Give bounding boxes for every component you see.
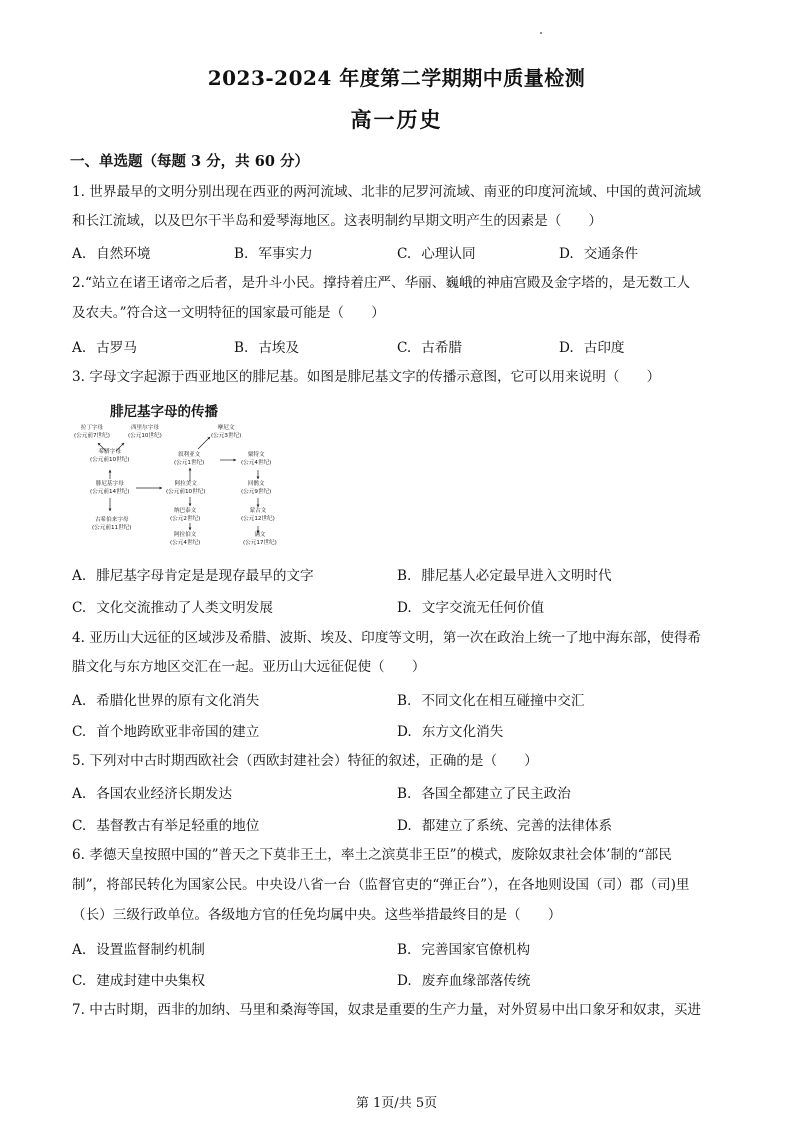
- node-syriac: 叙利亚文 (公元1世纪): [174, 452, 205, 466]
- q6-line-3: （长）三级行政单位。各级地方官的任免均属中央。这些举措最终目的是（ ）: [72, 907, 562, 923]
- q3-option-c[interactable]: C. 文化交流推动了人类文明发展: [72, 600, 273, 616]
- q4-option-d[interactable]: D. 东方文化消失: [397, 724, 504, 740]
- q3-option-a[interactable]: A. 腓尼基字母肯定是是现存最早的文字: [72, 568, 314, 584]
- scan-dot: [540, 32, 542, 34]
- node-cyrillic: 西里尔字母 (公元10世纪): [128, 425, 162, 439]
- q4-option-c[interactable]: C. 首个地跨欧亚非帝国的建立: [72, 724, 260, 740]
- q5-option-d[interactable]: D. 都建立了系统、完善的法律体系: [397, 818, 613, 834]
- q6-line-1: 6. 孝德天皇按照中国的”普天之下莫非王土，率土之滨莫非王臣”的模式，废除奴隶社会体’制的“部民: [72, 847, 672, 863]
- q5-option-b[interactable]: B. 各国全都建立了民主政治: [397, 786, 571, 802]
- node-greek: 希腊字母 (公元前10世纪): [90, 449, 130, 463]
- q2-option-d[interactable]: D. 古印度: [559, 340, 625, 356]
- node-manichaean: 摩尼文 (公元3世纪): [211, 425, 242, 439]
- q6-line-2: 制”，将部民转化为国家公民。中央设八省一台（监督官吏的“弹正台”），在各地则设国（司）郡（司)里: [72, 877, 690, 893]
- q1-option-d[interactable]: D. 交通条件: [559, 246, 639, 262]
- q6-option-b[interactable]: B. 完善国家官僚机构: [397, 942, 531, 958]
- q4-option-b[interactable]: B. 不同文化在相互碰撞中交汇: [397, 693, 585, 709]
- q1-line-2: 和长江流域，以及巴尔干半岛和爱琴海地区。这表明制约早期文明产生的因素是（ ）: [72, 213, 603, 229]
- node-mongol: 蒙古文 (公元12世纪): [241, 508, 275, 522]
- q2-line-1: 2.“站立在诸王诸帝之后者，是升斗小民。撑持着庄严、华丽、巍峨的神庙宫殿及金字塔的，是无数工人: [72, 275, 691, 291]
- node-uyghur: 回鹘文 (公元9世纪): [241, 481, 272, 495]
- q1-line-1: 1. 世界最早的文明分别出现在西亚的两河流域、北非的尼罗河流域、南亚的印度河流域、中国的黄河流域: [72, 184, 702, 200]
- node-manchu: 满文 (公元17世纪): [243, 532, 277, 546]
- q1-option-c[interactable]: C. 心理认同: [397, 246, 476, 262]
- page-footer: 第 1页/共 5页: [355, 1096, 438, 1111]
- section-heading: 一、单选题（每题 3 分，共 60 分）: [70, 153, 309, 170]
- q6-option-c[interactable]: C. 建成封建中央集权: [72, 973, 205, 989]
- q1-option-b[interactable]: B. 军事实力: [234, 246, 313, 262]
- q2-option-a[interactable]: A. 古罗马: [72, 340, 137, 356]
- q5-line-1: 5. 下列对中古时期西欧社会（西欧封建社会）特征的叙述，正确的是（ ）: [72, 753, 538, 769]
- node-aramaic: 阿拉美文 (公元前10世纪): [166, 481, 206, 495]
- q6-option-a[interactable]: A. 设置监督制约机制: [72, 942, 205, 958]
- q2-line-2: 及农夫。”符合这一文明特征的国家最可能是（ ）: [72, 305, 385, 321]
- diagram-title: 腓尼基字母的传播: [110, 404, 218, 420]
- q7-line-1: 7. 中古时期，西非的加纳、马里和桑海等国，奴隶是重要的生产力量，对外贸易中出口象牙和奴隶，买进: [72, 1002, 702, 1018]
- q4-line-2: 腊文化与东方地区交汇在一起。亚历山大远征促使（ ）: [72, 659, 426, 675]
- q2-option-b[interactable]: B. 古埃及: [234, 340, 300, 356]
- q3-line-1: 3. 字母文字起源于西亚地区的腓尼基。如图是腓尼基文字的传播示意图，它可以用来说明（ ）: [72, 369, 661, 385]
- exam-subject: 高一历史: [350, 107, 443, 132]
- q4-option-a[interactable]: A. 希腊化世界的原有文化消失: [72, 693, 260, 709]
- node-latin: 拉丁字母 (公元前7世纪): [74, 425, 110, 439]
- q6-option-d[interactable]: D. 废弃血缘部落传统: [397, 973, 531, 989]
- q4-line-1: 4. 亚历山大远征的区域涉及希腊、波斯、埃及、印度等文明，第一次在政治上统一了地中海东部，使得希: [72, 630, 702, 646]
- exam-title: 2023-2024 年度第二学期期中质量检测: [207, 66, 586, 90]
- q2-option-c[interactable]: C. 古希腊: [397, 340, 463, 356]
- q3-option-b[interactable]: B. 腓尼基人必定最早进入文明时代: [397, 568, 612, 584]
- node-arabic: 阿拉伯文 (公元4世纪): [170, 532, 201, 546]
- arrow-syriac-manichaean: [198, 437, 210, 449]
- node-phoenician: 腓尼基字母 (公元前14世纪): [90, 481, 130, 495]
- q3-option-d[interactable]: D. 文字交流无任何价值: [397, 600, 545, 616]
- node-hebrew: 古希伯来字母 (公元前11世纪): [92, 517, 132, 531]
- node-sogdian: 粟特文 (公元4世纪): [241, 452, 272, 466]
- q5-option-c[interactable]: C. 基督教古有举足轻重的地位: [72, 818, 260, 834]
- node-nabataean: 纳巴泰文 (公元2世纪): [170, 508, 201, 522]
- q5-option-a[interactable]: A. 各国农业经济长期发达: [72, 786, 233, 802]
- q1-option-a[interactable]: A. 自然环境: [72, 246, 151, 262]
